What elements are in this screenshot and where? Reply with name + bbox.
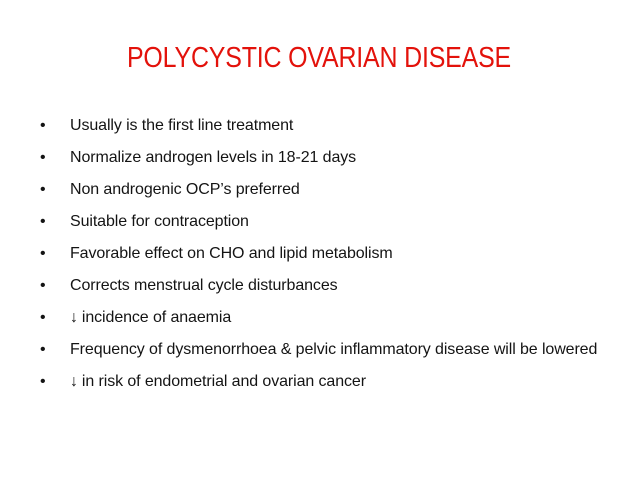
list-item bbox=[40, 147, 610, 168]
bullet-text: Usually is the first line treatment bbox=[70, 117, 294, 134]
bullet-icon: • bbox=[40, 341, 46, 358]
bullet-icon: • bbox=[40, 245, 46, 262]
list-item bbox=[40, 275, 610, 296]
bullet-text: Frequency of dysmenorrhoea & pelvic inflammatory disease will be lowered bbox=[70, 341, 598, 358]
bullet-icon: • bbox=[40, 149, 46, 166]
list-item bbox=[40, 115, 610, 136]
list-item bbox=[40, 307, 610, 328]
down-arrow-icon: ↓ bbox=[70, 309, 78, 326]
bullet-list bbox=[40, 115, 610, 403]
bullet-text: Corrects menstrual cycle disturbances bbox=[70, 277, 338, 294]
list-item bbox=[40, 179, 610, 200]
list-item bbox=[40, 371, 610, 392]
bullet-icon: • bbox=[40, 277, 46, 294]
bullet-icon: • bbox=[40, 373, 46, 390]
bullet-icon: • bbox=[40, 309, 46, 326]
list-item bbox=[40, 211, 610, 232]
list-item bbox=[40, 339, 610, 360]
bullet-text: incidence of anaemia bbox=[81, 309, 232, 326]
down-arrow-icon: ↓ bbox=[70, 373, 78, 390]
bullet-text: Normalize androgen levels in 18-21 days bbox=[70, 149, 357, 166]
bullet-icon: • bbox=[40, 181, 46, 198]
bullet-text: Suitable for contraception bbox=[70, 213, 249, 230]
bullet-icon: • bbox=[40, 213, 46, 230]
list-item bbox=[40, 243, 610, 264]
slide-title: POLYCYSTIC OVARIAN DISEASE bbox=[126, 42, 512, 74]
bullet-text: Non androgenic OCP’s preferred bbox=[70, 181, 300, 198]
bullet-text: Favorable effect on CHO and lipid metabolism bbox=[70, 245, 393, 262]
bullet-text: in risk of endometrial and ovarian cancer bbox=[81, 373, 366, 390]
bullet-icon: • bbox=[40, 117, 46, 134]
